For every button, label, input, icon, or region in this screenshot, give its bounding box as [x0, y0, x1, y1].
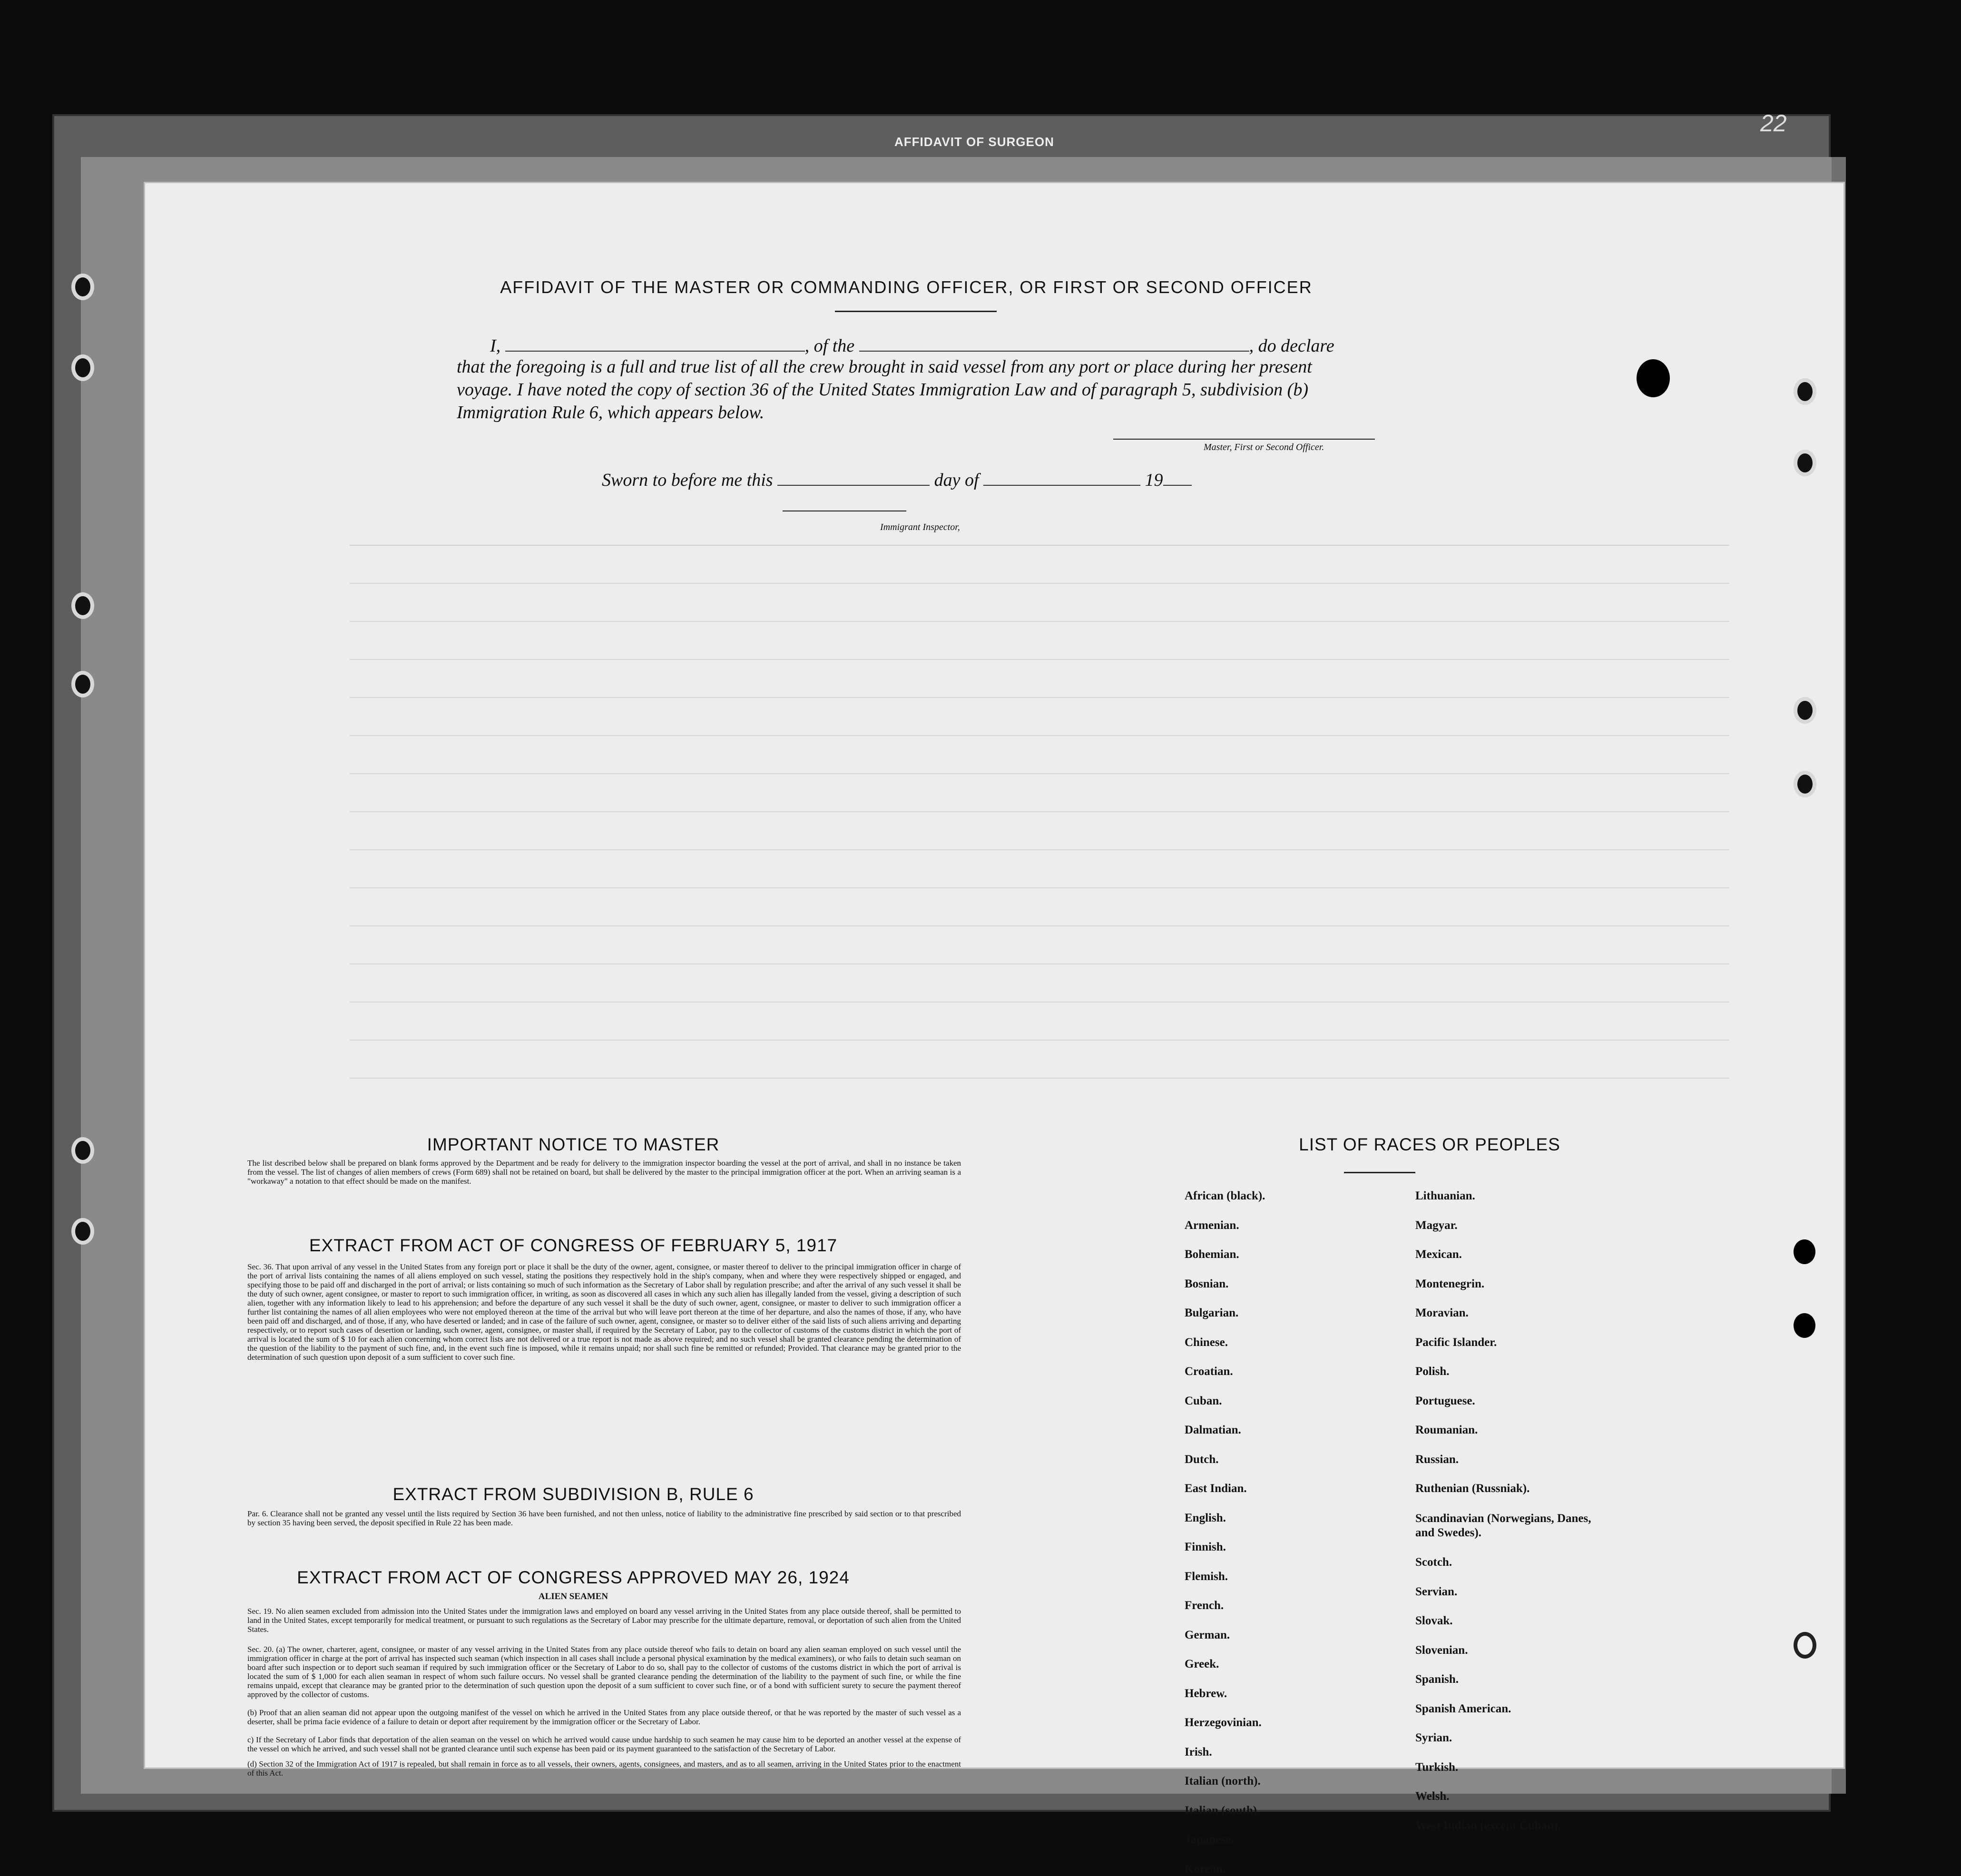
race-item: African (black). [1185, 1189, 1265, 1202]
name-blank [505, 339, 805, 352]
race-item: Turkish. [1415, 1760, 1459, 1774]
extract-1924-sec20a: Sec. 20. (a) The owner, charterer, agent, consignee, or master of any vessel arriving in the United States from any place outside thereof who fails to detain on board any alien seaman employed on such vessel until the immigration officer in charge at the port of arrival has inspected such seaman (which inspection in all cases shall include a personal physical examination by the medical examiners), or who fails to detain such seaman on board after such inspection or to deport such seaman if required by such immigration officer or the Secretary of Labor to do so, shall pay to the collector of customs of the customs district in which the port of arrival is located the sum of $ 1,000 for each alien seaman in respect of whom such failure occurs. No vessel shall be granted clearance pending the determination of the liability to the payment of such fine, or while the fine remains unpaid, except that clearance may be granted prior to the determination of such question upon the deposit of a sum sufficient to cover such fine, or of a bond with sufficient surety to secure the payment thereof approved by the collector of customs. [247, 1645, 961, 1699]
faint-rule [350, 659, 1729, 660]
race-item: Syrian. [1415, 1731, 1452, 1744]
race-item: Polish. [1415, 1365, 1450, 1378]
races-title: LIST OF RACES OR PEOPLES [1299, 1135, 1560, 1154]
race-item: Spanish. [1415, 1673, 1459, 1686]
race-item: West Indian (except Cuban). [1415, 1819, 1561, 1832]
race-item: Bosnian. [1185, 1277, 1229, 1290]
binder-hole [71, 274, 94, 300]
extract-1924-subtitle: ALIEN SEAMEN [538, 1591, 608, 1601]
race-item: Welsh. [1415, 1790, 1450, 1803]
race-item: Croatian. [1185, 1365, 1233, 1378]
race-item: Pacific Islander. [1415, 1336, 1497, 1349]
race-item: Mexican. [1415, 1248, 1462, 1261]
extract-1924-closing: (d) Section 32 of the Immigration Act of 1917 is repealed, but shall remain in force as to all vessels, their owners, agents, consignees, and masters, and as to all seamen, arriving in the United States prior to the enactment of this Act. [247, 1759, 961, 1778]
signature-line [1113, 439, 1375, 440]
race-item: Armenian. [1185, 1218, 1239, 1232]
race-item: Greek. [1185, 1658, 1219, 1670]
race-item: Spanish American. [1415, 1702, 1511, 1715]
faint-rule [350, 1040, 1729, 1041]
declaration-line [490, 334, 1537, 357]
binder-hole [71, 1218, 94, 1245]
race-item: Dutch. [1185, 1453, 1219, 1466]
race-item: English. [1185, 1511, 1226, 1524]
race-item: Portuguese. [1415, 1394, 1475, 1407]
sworn-month-blank [983, 473, 1140, 486]
race-item: Bohemian. [1185, 1248, 1239, 1261]
binder-hole [1794, 450, 1816, 476]
race-item: Irish. [1185, 1745, 1212, 1758]
vessel-blank [859, 339, 1249, 352]
faint-rule [350, 621, 1729, 622]
race-item: Herzegovinian. [1185, 1716, 1262, 1729]
ink-blot [1637, 359, 1670, 397]
extract-1924-title: EXTRACT FROM ACT OF CONGRESS APPROVED MAY 26, 1924 [297, 1568, 850, 1587]
races-title-underline [1344, 1172, 1415, 1173]
race-item: Russian. [1415, 1453, 1459, 1466]
extract-1924-sec19: Sec. 19. No alien seamen excluded from admission into the United States under the immigration laws and employed on board any vessel arriving in the United States from any place outside thereof, shall be permitted to land in the United States, except temporarily for medical treatment, or pursuant to such regulations as the Secretary of Labor may prescribe for the ultimate departure, removal, or deportation of such alien from the United States. [247, 1607, 961, 1634]
extract-1917-body: Sec. 36. That upon arrival of any vessel in the United States from any foreign port or place it shall be the duty of the owner, agent, consignee, or master thereof to deliver to the principal immigration officer in charge of the port of arrival lists containing the names of all aliens employed on such vessel, stating the positions they respectively hold in the ship's company, when and where they were respectively shipped or engaged, and specifying those to be paid off and discharged in the port of arrival; or lists containing so much of such information as the Secretary of Labor shall by regulation prescribe; and after the arrival of any such vessel it shall be the duty of such owner, agent consignee, or master to report to such immigration officer, in writing, as soon as discovered all cases in which any such alien has illegally landed from the vessel, giving a description of such alien, together with any information likely to lead to his apprehension; and before the departure of any such vessel it shall be the duty of such owner, agent, consignee, or master to deliver to such immigration officer a further list containing the names of all alien employees who were not employed thereon at the time of the arrival but who will leave port thereon at the time of her departure, and also the names of those, if any, who have been paid off and discharged, and of those, if any, who have deserted or landed; and in case of the failure of such owner, agent, consignee, or master so to deliver either of the said lists of such aliens arriving and departing respectively, or to report such cases of desertion or landing, such owner, agent, consignee, or master shall, if required by the Secretary of Labor, pay to the collector of customs of the customs district in which the port of arrival is located the sum of $ 10 for each alien concerning whom correct lists are not delivered or a true report is not made as above required; and no such vessel shall be granted clearance pending the determination of the question of the liability to the payment of such fine, and, in the event such fine is imposed, while it remains unpaid; nor shall such fine be remitted or refunded; Provided. That clearance may be granted prior to the determination of such question upon deposit of a sum sufficient to cover such fine. [247, 1262, 961, 1362]
race-item: German. [1185, 1628, 1230, 1641]
race-item: Slovak. [1415, 1614, 1453, 1627]
race-item: Chinese. [1185, 1336, 1228, 1349]
do-declare-label: , do declare [1249, 336, 1334, 356]
extract-rule6-body: Par. 6. Clearance shall not be granted any vessel until the lists required by Section 36 have been furnished, and not then unless, notice of liability to the administrative fine prescribed by said section or to that prescribed by section 35 having been served, the deposit specified in Rule 22 has been made. [247, 1509, 961, 1527]
binder-hole [71, 671, 94, 697]
binder-hole [71, 592, 94, 619]
race-item: Scotch. [1415, 1556, 1452, 1569]
faint-rule [350, 1078, 1729, 1079]
race-item: Roumanian. [1415, 1424, 1478, 1436]
signature-label: Master, First or Second Officer. [1204, 442, 1324, 452]
race-item: Italian (south). [1185, 1804, 1260, 1817]
race-item: Flemish. [1185, 1570, 1228, 1583]
sworn-line [602, 469, 1315, 491]
year-label: 19 [1145, 470, 1163, 490]
extract-1924-sec20b: (b) Proof that an alien seaman did not appear upon the outgoing manifest of the vessel on which he arrived in the United States from any place outside thereof, or that he was reported by the master of such vessel as a deserter, shall be prima facie evidence of a failure to detain or deport after requirement by the immigration officer or the Secretary of Labor. [247, 1708, 961, 1726]
extract-rule6-title: EXTRACT FROM SUBDIVISION B, RULE 6 [392, 1484, 754, 1504]
faint-rule [350, 925, 1729, 926]
binder-hole [1794, 771, 1816, 797]
faint-rule [350, 963, 1729, 964]
race-item: French. [1185, 1599, 1224, 1612]
binder-hole [1794, 1632, 1816, 1659]
i-label: I, [490, 336, 501, 356]
binder-hole [1794, 378, 1816, 405]
sworn-label: Sworn to before me this [602, 470, 773, 490]
corner-handwritten-mark: 22 [1760, 110, 1787, 137]
title-underline [835, 311, 997, 312]
faint-rule [350, 735, 1729, 736]
affidavit-title: AFFIDAVIT OF THE MASTER OR COMMANDING OFFICER, OR FIRST OR SECOND OFFICER [500, 277, 1313, 297]
race-item: Scandinavian (Norwegians, Danes, and Swedes). [1415, 1512, 1591, 1539]
faint-rule [350, 583, 1729, 584]
race-item: Finnish. [1185, 1541, 1226, 1553]
faint-rule [350, 773, 1729, 774]
binder-hole [1794, 697, 1816, 724]
race-item: Bulgarian. [1185, 1306, 1239, 1319]
inspector-label: Immigrant Inspector, [880, 522, 960, 532]
race-item: Dalmatian. [1185, 1424, 1241, 1436]
race-item: Moravian. [1415, 1306, 1469, 1319]
race-item: Lithuanian. [1415, 1189, 1475, 1202]
race-item: Cuban. [1185, 1394, 1222, 1407]
faint-rule [350, 697, 1729, 698]
race-item: Slovenian. [1415, 1643, 1468, 1657]
race-item: Ruthenian (Russniak). [1415, 1482, 1530, 1495]
faint-rule [350, 545, 1729, 546]
faint-rule [350, 887, 1729, 888]
faint-rule [350, 811, 1729, 812]
ink-blot [1794, 1313, 1815, 1338]
race-item: Korean. [1185, 1862, 1226, 1876]
race-item: East Indian. [1185, 1482, 1247, 1495]
race-item: Italian (north). [1185, 1775, 1261, 1788]
ink-blot [1794, 1239, 1815, 1264]
race-item: Servian. [1415, 1585, 1458, 1598]
binder-hole [71, 1137, 94, 1164]
race-item: Magyar. [1415, 1218, 1458, 1232]
year-blank [1163, 473, 1192, 486]
declaration-body: that the foregoing is a full and true list of all the crew brought in said vessel from any port or place during her present voyage. I have noted the copy of section 36 of the United States Immigration Law and of paragraph 5, subdivision (b) Immigration Rule 6, which appears below. [457, 357, 1312, 422]
extract-1924-sec20c: c) If the Secretary of Labor finds that deportation of the alien seaman on the vessel on which he arrived would cause undue hardship to such seamen he may cause him to be deported an another vessel at the expense of the vessel on which he arrived, and such vessel shall not be granted clearance until such expense has been paid or its payment guaranteed to the satisfaction of the Secretary of Labor. [247, 1735, 961, 1753]
notice-body: The list described below shall be prepared on blank forms approved by the Department and be ready for delivery to the immigration inspector boarding the vessel at the port of arrival, and shall in no instance be taken from the vessel. The list of changes of alien members of crews (Form 689) shall not be retained on board, but shall be delivered by the master to the principal immigration officer at the port. When an arriving seaman is a "workaway" a notation to that effect should be made on the manifest. [247, 1159, 961, 1186]
surgeon-affidavit-heading: AFFIDAVIT OF SURGEON [894, 135, 1054, 149]
race-item: Montenegrin. [1415, 1277, 1485, 1290]
day-of-label: day of [934, 470, 979, 490]
of-the-label: , of the [804, 336, 855, 356]
extract-1917-title: EXTRACT FROM ACT OF CONGRESS OF FEBRUARY 5, 1917 [309, 1236, 838, 1255]
race-item: Japanese. [1185, 1833, 1234, 1846]
notice-title: IMPORTANT NOTICE TO MASTER [427, 1135, 720, 1154]
race-item: Hebrew. [1185, 1687, 1227, 1700]
binder-hole [71, 354, 94, 381]
sworn-day-blank [777, 473, 930, 486]
faint-rule [350, 849, 1729, 850]
